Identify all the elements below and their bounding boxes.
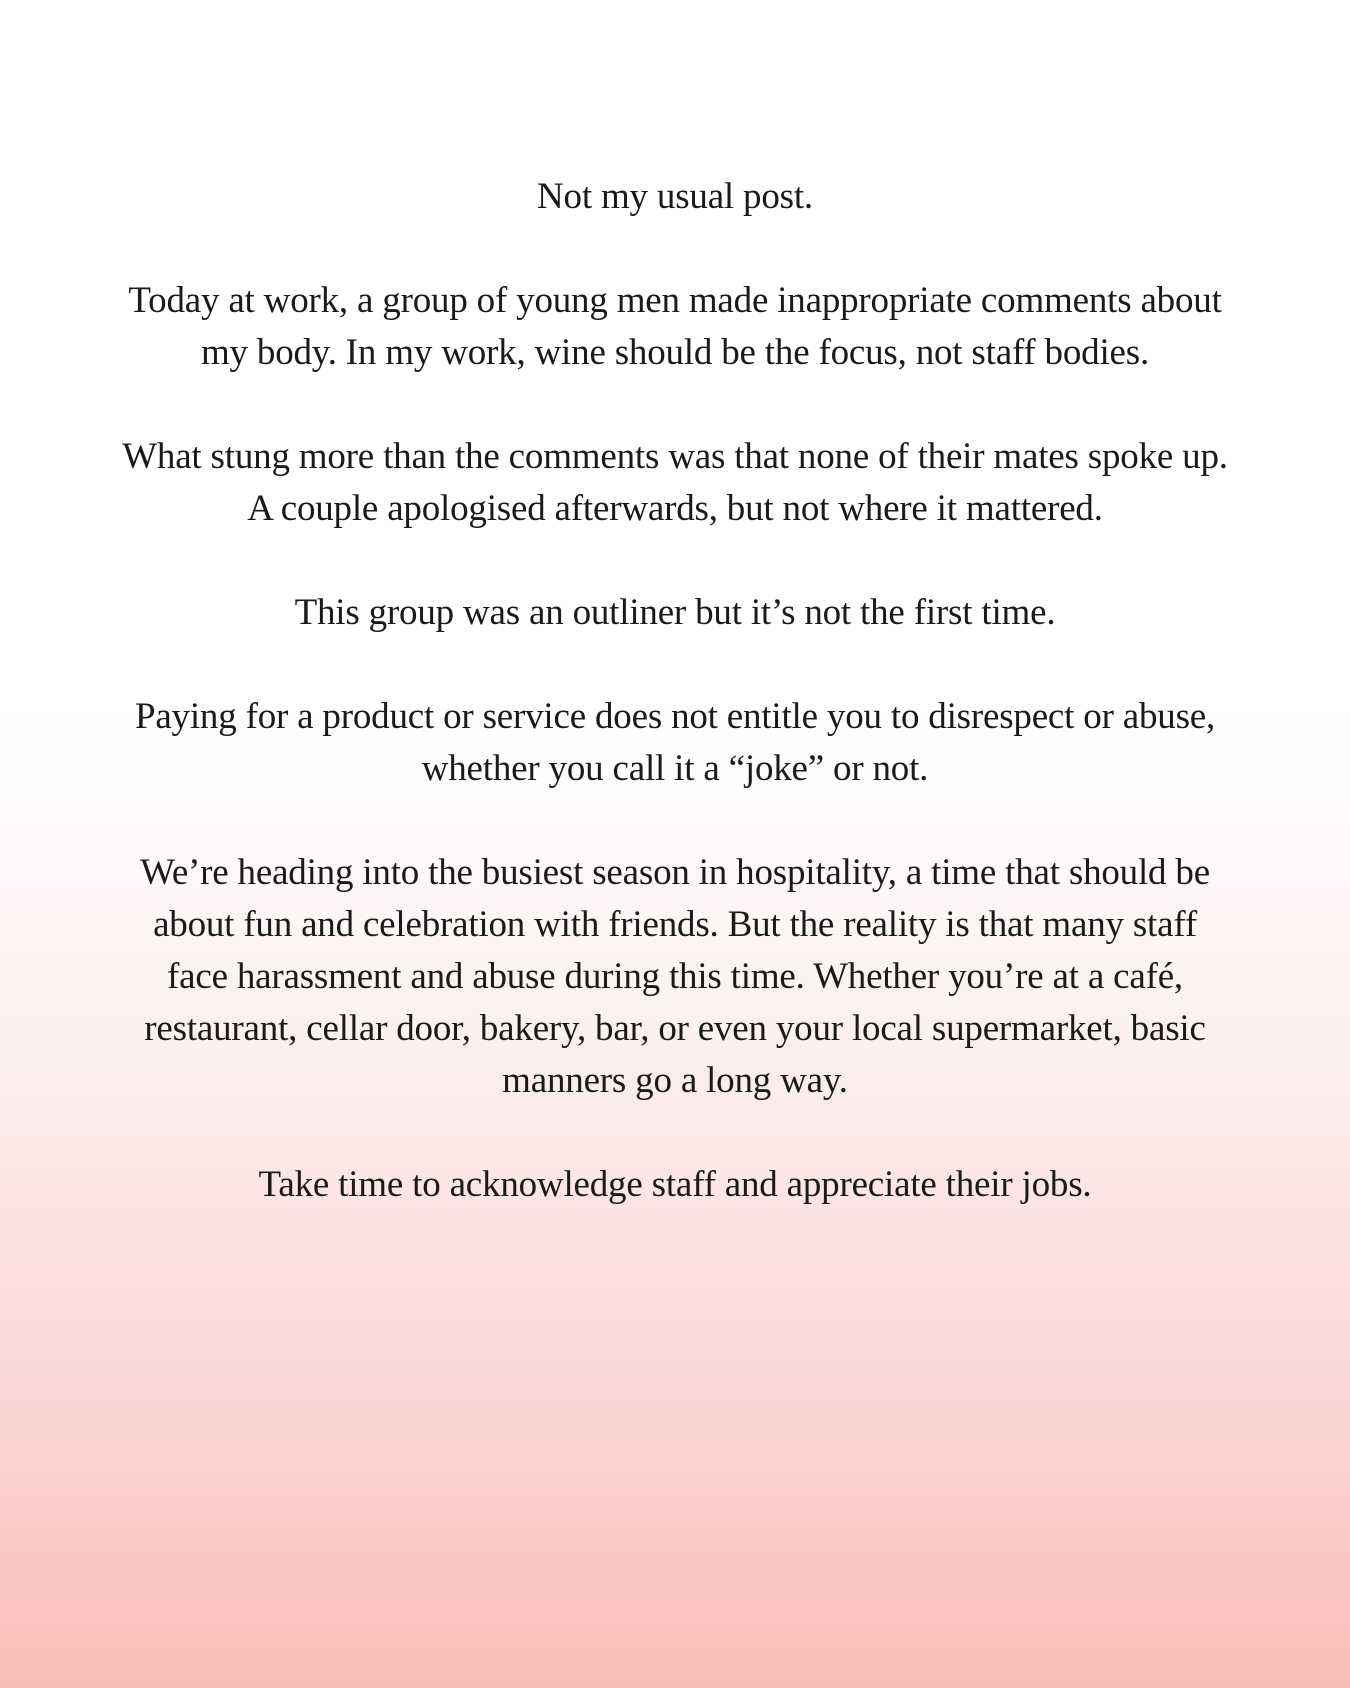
paragraph-outlier: This group was an outliner but it’s not the first time. xyxy=(294,592,1056,633)
paragraph-closing: Take time to acknowledge staff and appreciate their jobs. xyxy=(258,1164,1092,1205)
paragraph-intro: Not my usual post. xyxy=(537,176,813,217)
paragraph-bystanders: What stung more than the comments was that none of their mates spoke up. A couple apologised afterwards, but not where it mattered. xyxy=(122,436,1228,529)
paragraph-busy-season: We’re heading into the busiest season in hospitality, a time that should be about fun and celebration with friends. But the reality is that many staff face harassment and abuse during this time. Whether you’re at a café, restaurant, cellar door, bakery, bar, or even your local supermarket, basic manners go a long way. xyxy=(140,852,1210,1101)
post-text-body xyxy=(120,171,1230,1263)
paragraph-incident: Today at work, a group of young men made inappropriate comments about my body. In my work, wine should be the focus, not staff bodies. xyxy=(128,280,1222,373)
paragraph-entitlement: Paying for a product or service does not entitle you to disrespect or abuse, whether you call it a “joke” or not. xyxy=(134,696,1216,789)
